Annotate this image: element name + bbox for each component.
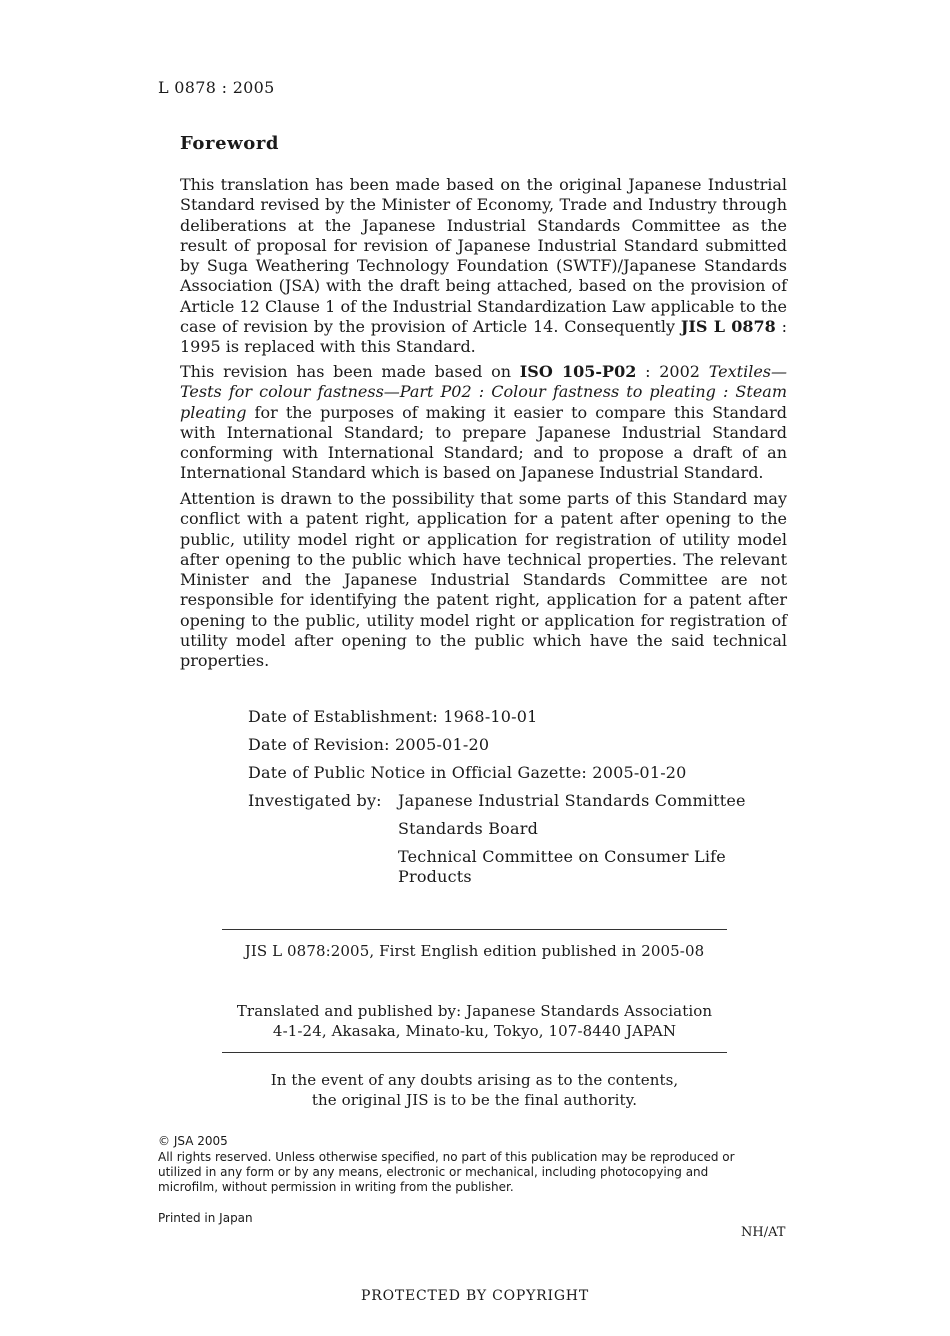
printed-in: Printed in Japan	[158, 1211, 253, 1225]
iso-title: Textiles—Tests for colour fastness—Part P02 : Colour fastness to pleating : Steam pleating	[180, 362, 788, 422]
publisher-address: 4-1-24, Akasaka, Minato-ku, Tokyo, 107-8440 JAPAN	[272, 1022, 677, 1040]
copyright-notice: © JSA 2005	[158, 1134, 228, 1148]
edition-line: JIS L 0878:2005, First English edition published in 2005-08	[244, 942, 705, 960]
doubts-line-1: In the event of any doubts arising as to the contents,	[270, 1071, 679, 1089]
rights-line-3: microfilm, without permission in writing from the publisher.	[158, 1180, 514, 1194]
investigated-board: Standards Board	[398, 819, 539, 838]
date-revision: Date of Revision: 2005-01-20	[248, 735, 490, 754]
rights-line-1: All rights reserved. Unless otherwise specified, no part of this publication may be reproduced or	[158, 1150, 735, 1164]
divider-bottom	[222, 1052, 727, 1053]
jis-code: JIS L 0878	[680, 317, 776, 337]
paragraph-text: This translation has been made based on the original Japanese Industrial Standard revised by the Minister of Economy, Trade and Industry through deliberations at the Japanese Industrial Standards Committee as the result of proposal for revision of Japanese Industrial Standard submitted by Suga Weathering Technology Foundation (SWTF)/Japanese Standards Association (JSA) with the draft being attached, based on the provision of Article 12 Clause 1 of the Industrial Standardization Law applicable to the case of revision by the provision of Article 14. Consequently	[180, 175, 787, 337]
date-establishment: Date of Establishment: 1968-10-01	[248, 707, 538, 726]
iso-code: ISO 105-P02	[519, 362, 637, 381]
initials: NH/AT	[741, 1225, 786, 1240]
investigated-label: Investigated by:	[248, 791, 382, 810]
investigated-committee: Japanese Industrial Standards Committee	[398, 791, 746, 810]
doubts-line-2: the original JIS is to be the final authority.	[311, 1091, 638, 1109]
paragraph-text: for the purposes of making it easier to compare this Standard with International Standard; to prepare Japanese Industrial Standard conforming with International Standard; and to propose a draft of an International Standard which is based on Japanese Industrial Standard.	[180, 402, 787, 483]
foreword-paragraph-3: Attention is drawn to the possibility that some parts of this Standard may conflict with a patent right, application for a patent after opening to the public, utility model right or application for registration of utility model after opening to the public which have technical properties. The relevant Minister and the Japanese Industrial Standards Committee are not responsible for identifying the patent right, application for a patent after opening to the public, utility model right or application for registration of utility model after opening to the public which have the said technical properties.	[180, 489, 787, 671]
paragraph-text: : 2002	[636, 362, 709, 381]
date-public-notice: Date of Public Notice in Official Gazette: 2005-01-20	[248, 763, 687, 782]
investigated-technical-committee: Technical Committee on Consumer Life	[398, 847, 726, 866]
paragraph-text: : 1995 is replaced with this Standard.	[180, 317, 788, 357]
paragraph-text: This revision has been made based on	[180, 362, 520, 381]
foreword-paragraph-1	[180, 175, 787, 358]
divider-top	[222, 929, 727, 930]
translated-by: Translated and published by: Japanese Standards Association	[236, 1002, 713, 1020]
foreword-paragraph-2	[180, 362, 787, 484]
rights-line-2: utilized in any form or by any means, electronic or mechanical, including photocopying and	[158, 1165, 709, 1179]
investigated-technical-committee-cont: Products	[398, 867, 472, 886]
foreword-title: Foreword	[180, 133, 280, 154]
document-number: L 0878 : 2005	[158, 78, 275, 97]
copyright-footer: PROTECTED BY COPYRIGHT	[361, 1288, 589, 1304]
